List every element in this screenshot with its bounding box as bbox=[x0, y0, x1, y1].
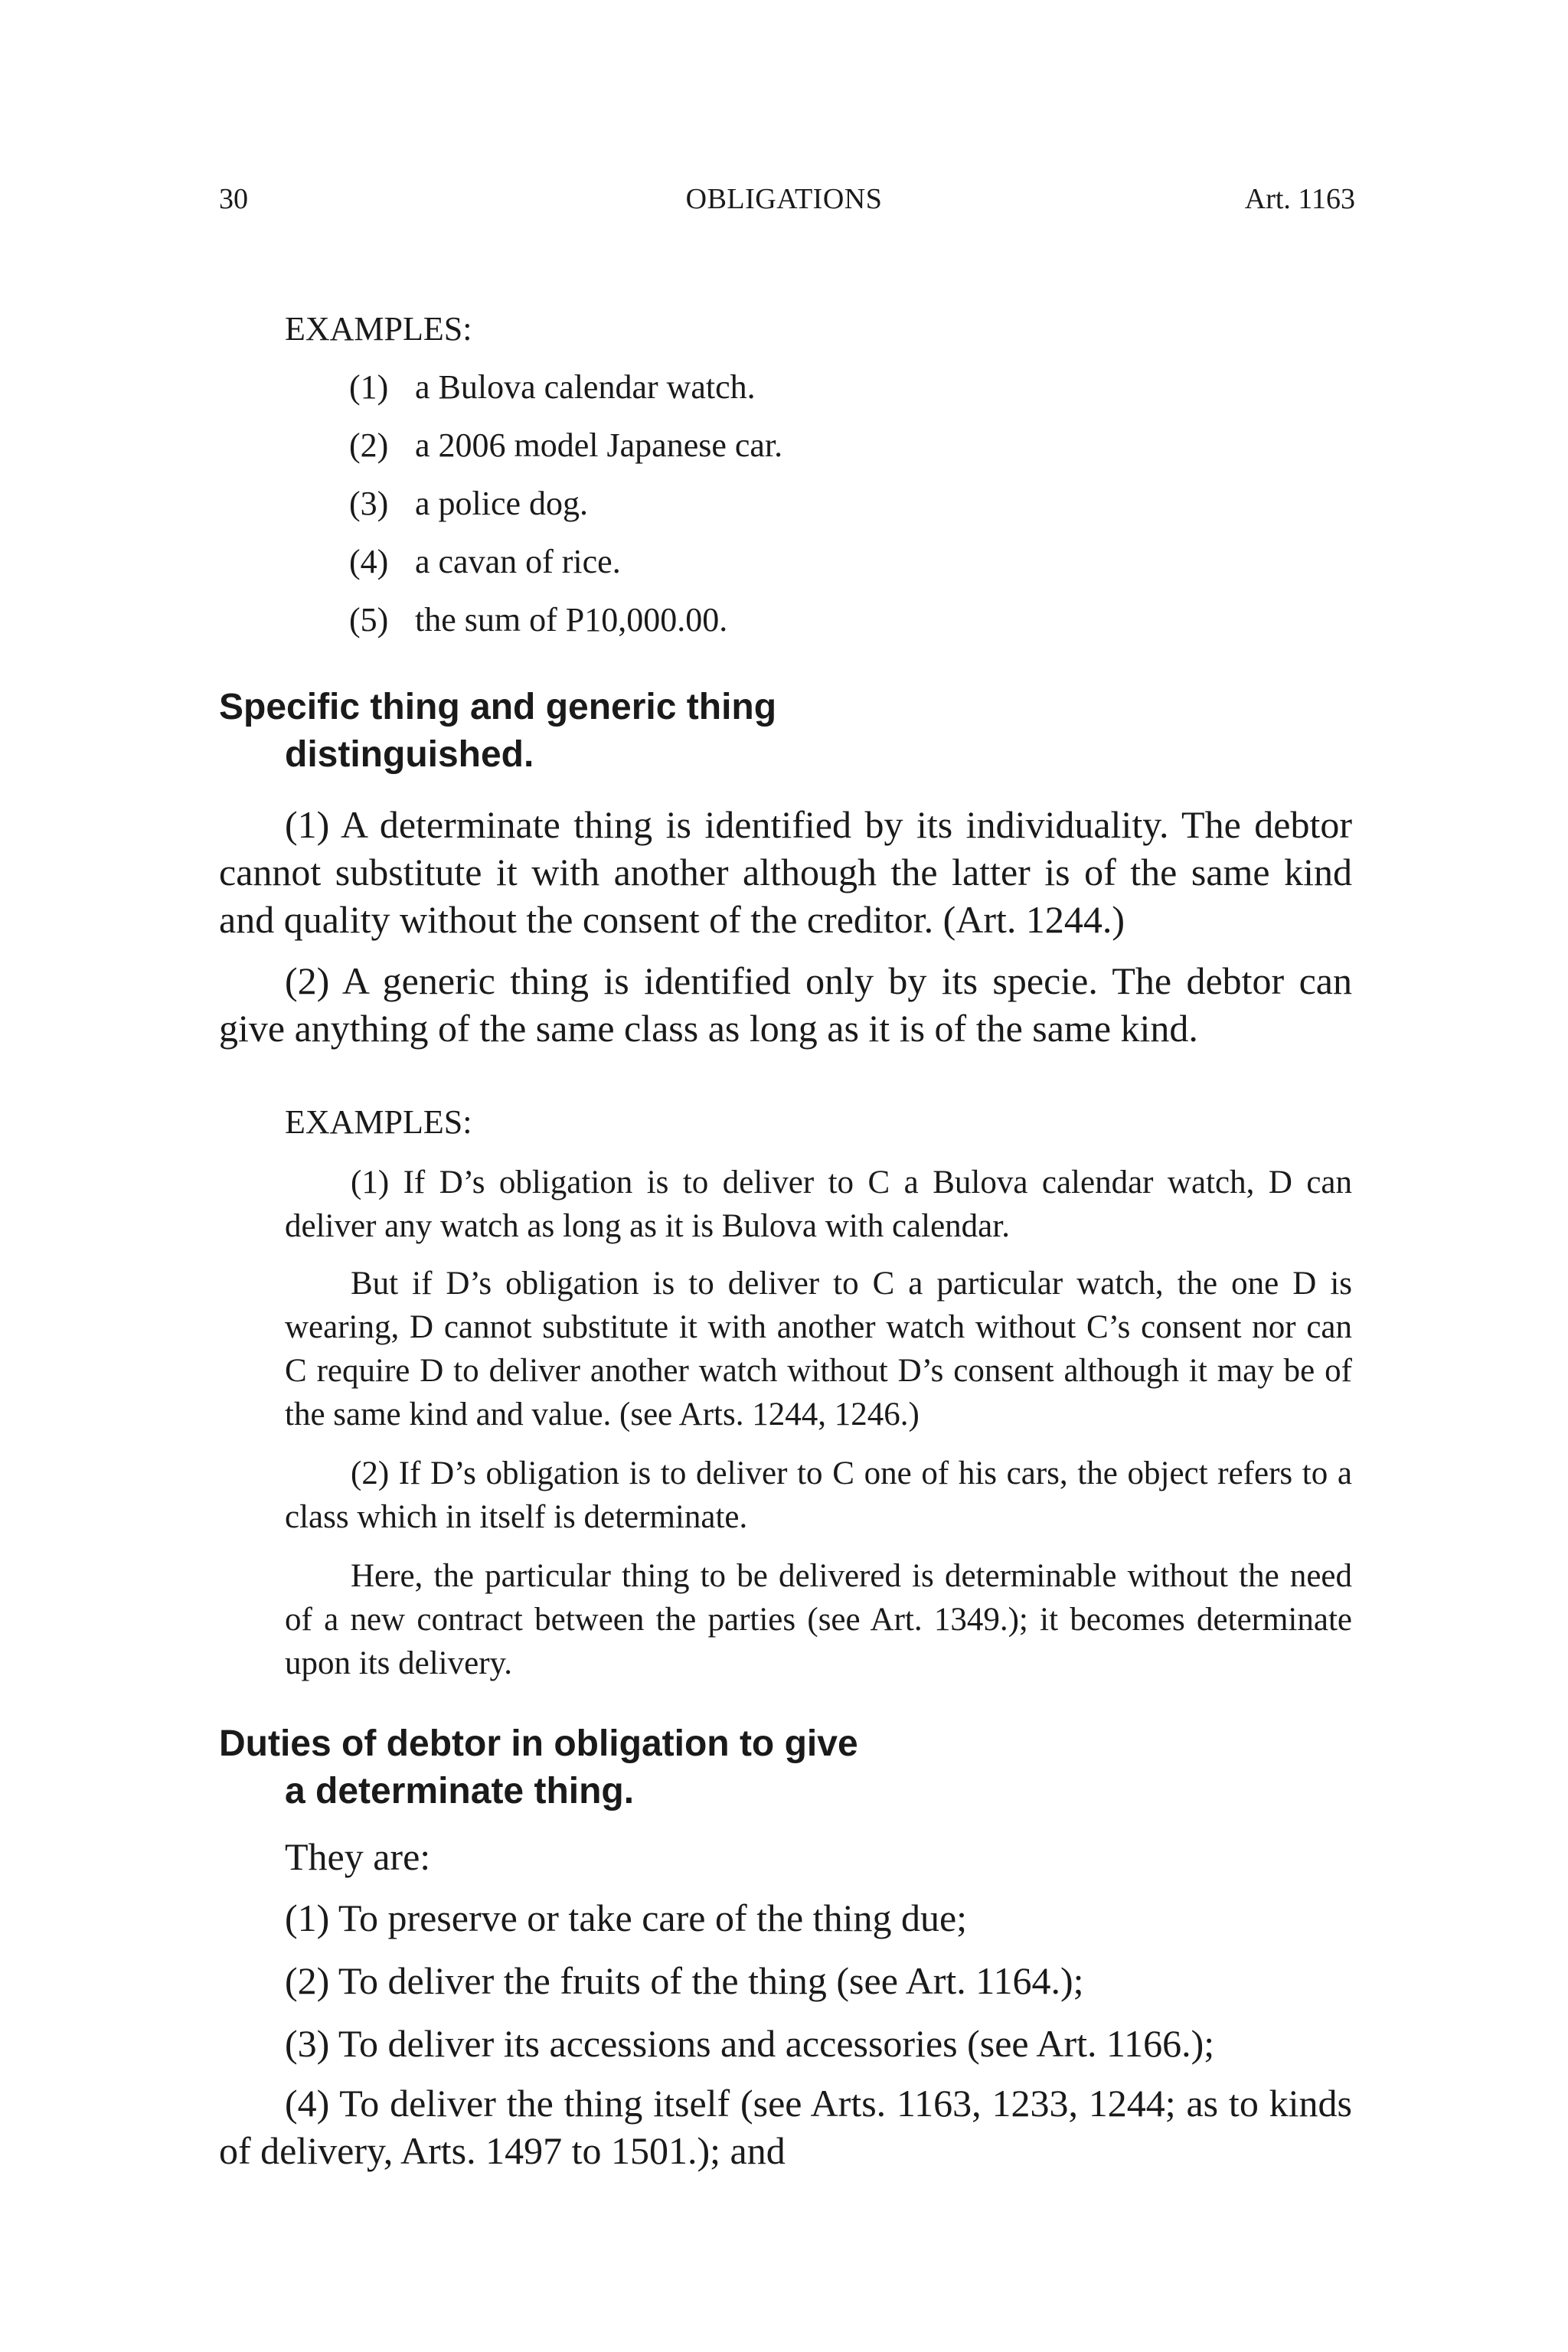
duty-item: (1) To preserve or take care of the thing due; bbox=[285, 1896, 968, 1939]
duty-item: (2) To deliver the fruits of the thing (see Art. 1164.); bbox=[285, 1959, 1084, 2002]
example-number: (2) bbox=[349, 426, 389, 464]
section-heading-continued: distinguished. bbox=[285, 734, 534, 775]
example-paragraph: (2) If D’s obligation is to deliver to C one of his cars, the object refers to a class which in itself is determinate. bbox=[285, 1455, 1352, 1535]
duty-item: (4) To deliver the thing itself (see Arts. 1163, 1233, 1244; as to kinds of delivery, Arts. 1497 to 1501.); and bbox=[219, 2082, 1352, 2172]
example-paragraph: Here, the particular thing to be delivered is determinable without the need of a new contract between the parties (see Art. 1349.); it becomes determinate upon its delivery. bbox=[285, 1558, 1352, 1681]
example-paragraph: (1) If D’s obligation is to deliver to C a Bulova calendar watch, D can deliver any watch as long as it is Bulova with calendar. bbox=[285, 1165, 1352, 1244]
example-text: the sum of P10,000.00. bbox=[415, 601, 728, 639]
example-number: (4) bbox=[349, 543, 389, 580]
examples-heading: EXAMPLES: bbox=[285, 310, 472, 348]
section-heading-continued: a determinate thing. bbox=[285, 1771, 635, 1811]
examples-heading: EXAMPLES: bbox=[285, 1103, 472, 1141]
example-text: a 2006 model Japanese car. bbox=[415, 426, 783, 464]
section-heading: Specific thing and generic thing bbox=[219, 687, 777, 727]
running-title: OBLIGATIONS bbox=[685, 183, 883, 215]
page-number: 30 bbox=[219, 183, 248, 215]
duties-intro: They are: bbox=[285, 1835, 431, 1878]
duty-item: (3) To deliver its accessions and accessories (see Art. 1166.); bbox=[285, 2022, 1215, 2065]
running-article: Art. 1163 bbox=[1244, 183, 1355, 215]
section-heading: Duties of debtor in obligation to give bbox=[219, 1723, 858, 1764]
example-paragraph: But if D’s obligation is to deliver to C a particular watch, the one D is wearing, D cannot substitute it with another watch without C’s consent nor can C require D to deliver another watch without D’s consent although it may be of the same kind and value. (see Arts. 1244, 1246.) bbox=[285, 1266, 1352, 1432]
example-text: a Bulova calendar watch. bbox=[415, 368, 756, 406]
example-text: a cavan of rice. bbox=[415, 543, 621, 580]
body-paragraph: (1) A determinate thing is identified by its individuality. The debtor cannot substitute it with another although the latter is of the same kind and quality without the consent of the creditor. (Art. 1244.) bbox=[219, 803, 1352, 941]
example-number: (1) bbox=[349, 368, 389, 406]
example-number: (5) bbox=[349, 601, 389, 639]
body-paragraph: (2) A generic thing is identified only by its specie. The debtor can give anything of the same class as long as it is of the same kind. bbox=[219, 959, 1352, 1050]
example-text: a police dog. bbox=[415, 485, 589, 522]
example-number: (3) bbox=[349, 485, 389, 522]
